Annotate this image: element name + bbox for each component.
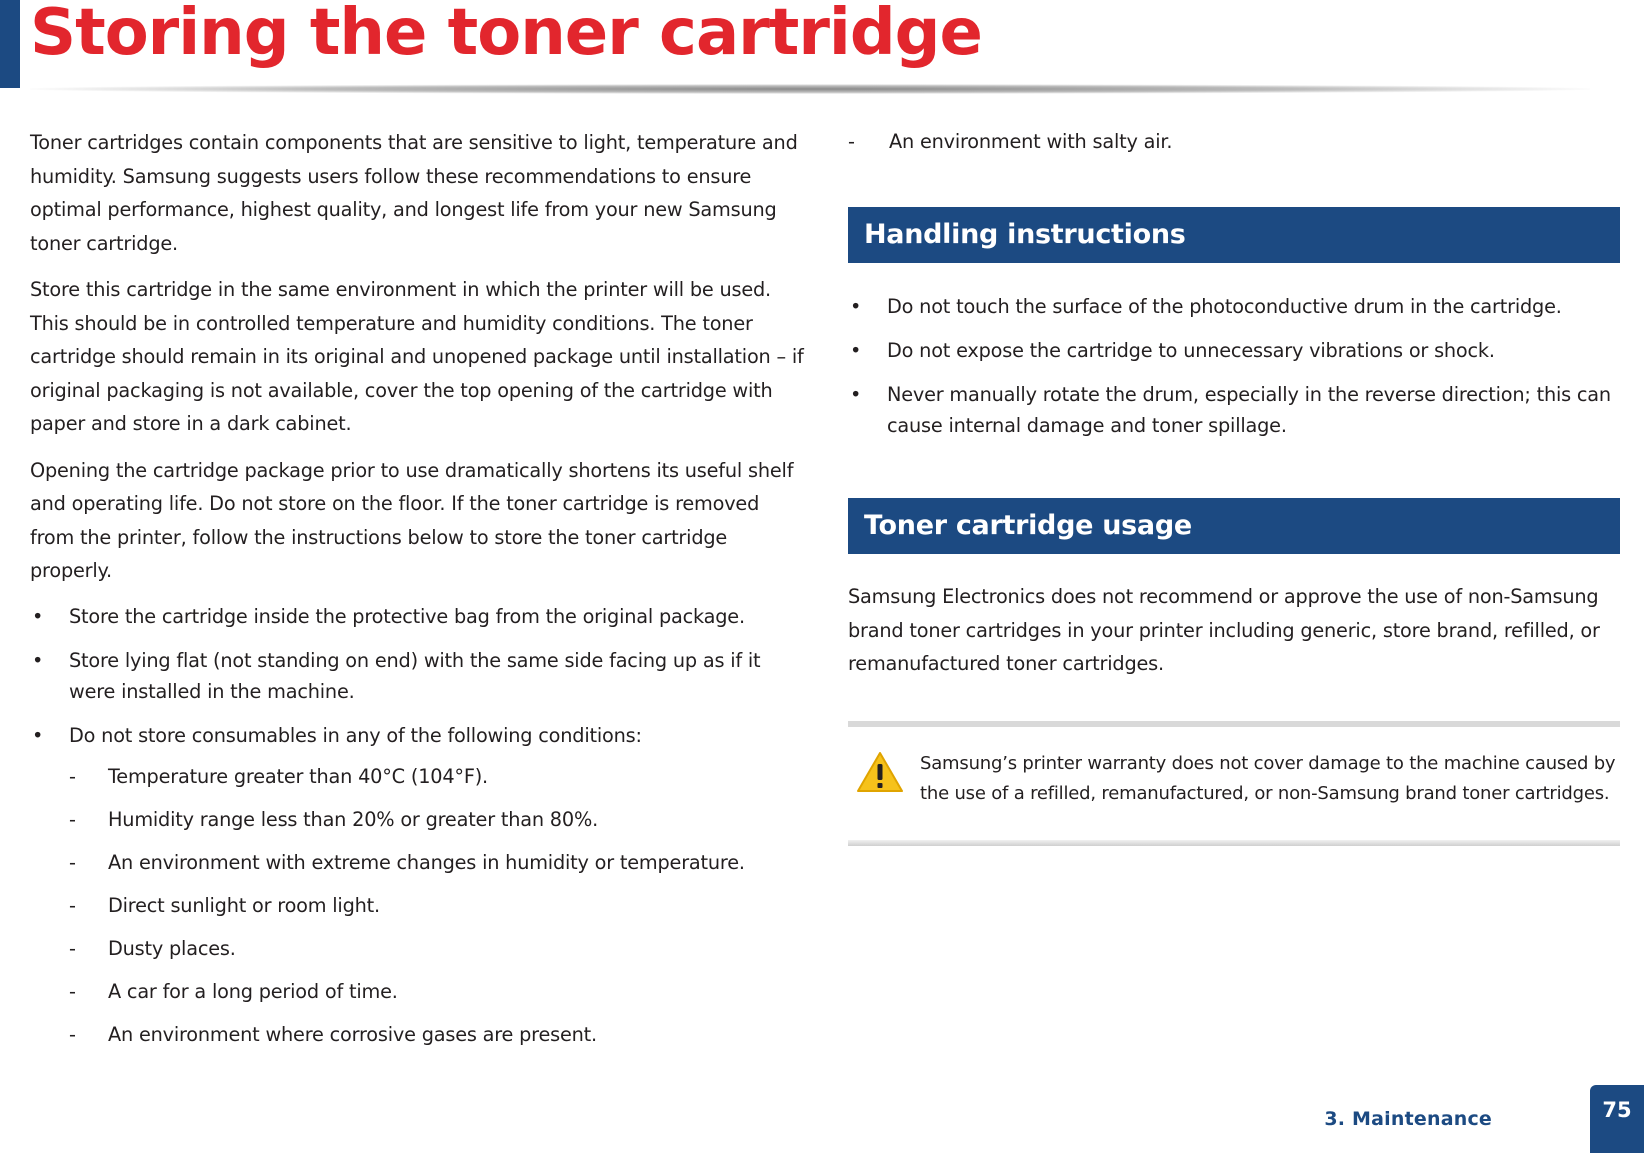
storage-bullet-list [30,601,806,1050]
dash-mark: - [848,130,855,153]
list-item [30,645,806,707]
condition-text: Humidity range less than 20% or greater than 80%. [108,807,598,831]
condition-item [69,890,806,921]
list-item [30,720,806,1050]
title-divider [30,84,1590,94]
condition-item [848,126,1620,157]
right-column [848,126,1620,840]
page-title: Storing the toner cartridge [30,0,982,70]
warning-note-text: Samsung’s printer warranty does not cover damage to the machine caused by the use of a refilled, remanufactured, or non-Samsung brand toner cartridges. [920,752,1616,804]
dash-mark: - [69,936,76,960]
list-item [30,601,806,632]
condition-text: An environment where corrosive gases are present. [108,1022,597,1046]
condition-text: Dusty places. [108,936,236,960]
list-item-text: Store lying flat (not standing on end) with the same side facing up as if it were installed in the machine. [69,648,761,703]
condition-item [69,761,806,792]
dash-mark: - [69,1022,76,1046]
conditions-list-continued [848,126,1620,157]
conditions-list [69,761,806,1050]
list-item-text: Do not touch the surface of the photoconductive drum in the cartridge. [887,295,1562,318]
warning-icon [856,751,904,793]
condition-item [69,847,806,878]
condition-text: Direct sunlight or room light. [108,893,380,917]
condition-item [69,976,806,1007]
list-item [848,291,1620,322]
list-item-text: Do not store consumables in any of the following conditions: [69,723,642,747]
condition-text: An environment with salty air. [889,130,1173,153]
storage-paragraph: Store this cartridge in the same environment in which the printer will be used. This should be in controlled temperature and humidity conditions. The toner cartridge should remain in its original and unopened package until installation – if original packaging is not available, cover the top opening of the cartridge with paper and store in a dark cabinet. [30,278,804,435]
dash-mark: - [69,979,76,1003]
list-item-text: Do not expose the cartridge to unnecessary vibrations or shock. [887,339,1495,362]
handling-instructions-heading: Handling instructions [848,207,1620,263]
bullet-mark: • [32,648,44,672]
dash-mark: - [69,893,76,917]
header-accent-bar [0,0,20,88]
list-item-text: Never manually rotate the drum, especially in the reverse direction; this can cause internal damage and toner spillage. [887,383,1611,437]
dash-mark: - [69,807,76,831]
page-number: 75 [1590,1085,1644,1153]
toner-usage-heading: Toner cartridge usage [848,498,1620,554]
condition-text: Temperature greater than 40°C (104°F). [108,764,488,788]
bullet-mark: • [850,295,862,318]
shelf-life-paragraph: Opening the cartridge package prior to use dramatically shortens its useful shelf and operating life. Do not store on the floor. If the toner cartridge is removed from the printer, follow the instructions below to store the toner cartridge properly. [30,458,794,582]
left-column [30,126,806,1063]
warning-note [848,721,1620,840]
chapter-label: 3. Maintenance [1324,1108,1492,1130]
bullet-mark: • [32,604,44,628]
condition-text: A car for a long period of time. [108,979,398,1003]
dash-mark: - [69,764,76,788]
bullet-mark: • [850,383,862,406]
list-item [848,335,1620,366]
usage-paragraph: Samsung Electronics does not recommend or approve the use of non-Samsung brand toner cartridges in your printer including generic, store brand, refilled, or remanufactured toner cartridges. [848,585,1600,675]
condition-item [69,933,806,964]
condition-item [69,804,806,835]
condition-text: An environment with extreme changes in humidity or temperature. [108,850,745,874]
dash-mark: - [69,850,76,874]
handling-bullet-list [848,291,1620,441]
condition-item [69,1019,806,1050]
list-item [848,379,1620,441]
bullet-mark: • [850,339,862,362]
list-item-text: Store the cartridge inside the protective bag from the original package. [69,604,745,628]
bullet-mark: • [32,723,44,747]
intro-paragraph: Toner cartridges contain components that are sensitive to light, temperature and humidity. Samsung suggests users follow these recommendations to ensure optimal performance, highest quality, and longest life from your new Samsung toner cartridge. [30,131,798,255]
